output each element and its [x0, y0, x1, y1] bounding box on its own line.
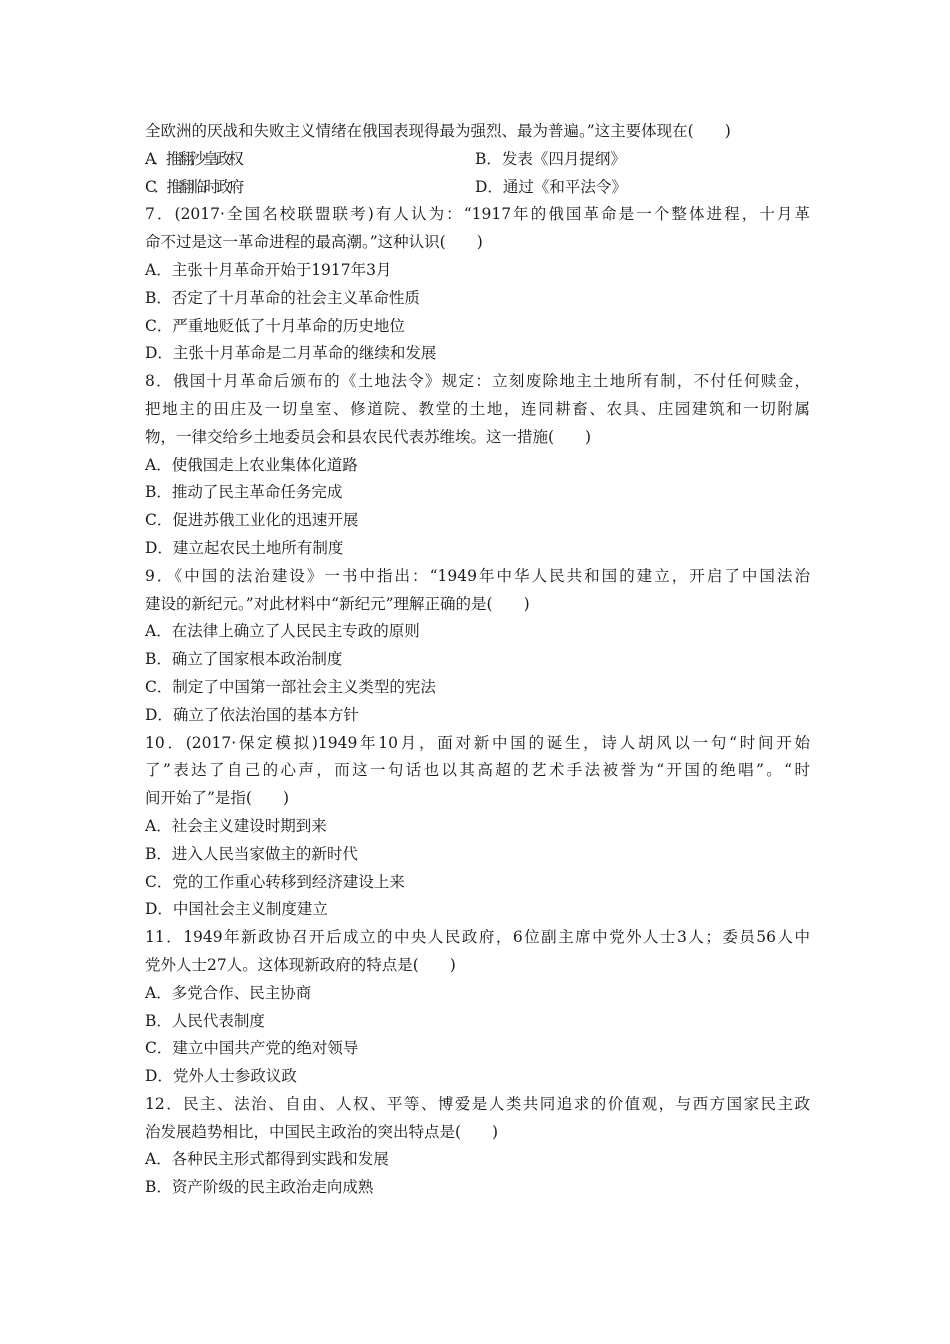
option-d: D．党外人士参政议政 — [145, 1067, 297, 1086]
option-b: B．推动了民主革命任务完成 — [145, 483, 343, 502]
option-b: B．资产阶级的民主政治走向成熟 — [145, 1178, 374, 1197]
option-a: A．使俄国走上农业集体化道路 — [145, 455, 358, 474]
option-d: D．通过《和平法令》 — [475, 177, 627, 196]
option-a: A．各种民主形式都得到实践和发展 — [145, 1150, 389, 1169]
option-b: B．人民代表制度 — [145, 1011, 265, 1030]
question-10 — [145, 730, 810, 925]
question-stem-line: 物，一律交给乡土地委员会和县农民代表苏维埃。这一措施( ) — [145, 427, 592, 446]
question-6 — [145, 118, 810, 201]
option-d: D．确立了依法治国的基本方针 — [145, 705, 359, 724]
question-stem-line: 命不过是这一革命进程的最高潮。”这种认识( ) — [145, 233, 483, 252]
question-stem-line: 12．民主、法治、自由、人权、平等、博爱是人类共同追求的价值观，与西方国家民主政 — [145, 1094, 810, 1113]
question-stem-line: 全欧洲的厌战和失败主义情绪在俄国表现得最为强烈、最为普遍。”这主要体现在( ) — [145, 122, 731, 140]
option-c: C．促进苏俄工业化的迅速开展 — [145, 511, 359, 530]
option-a: A．多党合作、民主协商 — [145, 983, 312, 1002]
option-c: C．制定了中国第一部社会主义类型的宪法 — [145, 677, 436, 696]
question-9 — [145, 563, 810, 730]
question-8 — [145, 368, 810, 563]
question-stem-line: 9．《中国的法治建设》一书中指出：“1949年中华人民共和国的建立，开启了中国法治 — [145, 566, 810, 585]
option-c: C．推翻临时政府 — [145, 177, 242, 196]
question-stem-line: 11．1949年新政协召开后成立的中央人民政府，6位副主席中党外人士3人；委员56人中 — [145, 928, 810, 947]
option-a: A．主张十月革命开始于1917年3月 — [145, 260, 392, 279]
question-stem-line: 10．(2017·保定模拟)1949年10月，面对新中国的诞生，诗人胡风以一句“时间开始 — [145, 733, 810, 752]
question-stem-line: 建设的新纪元。”对此材料中“新纪元”理解正确的是( ) — [145, 594, 530, 613]
question-stem-line: 把地主的田庄及一切皇室、修道院、教堂的土地，连同耕畜、农具、庄园建筑和一切附属 — [145, 399, 810, 418]
option-row — [145, 174, 810, 202]
question-stem-line: 治发展趋势相比，中国民主政治的突出特点是( ) — [145, 1122, 499, 1141]
question-stem-line: 了”表达了自己的心声，而这一句话也以其高超的艺术手法被誉为“开国的绝唱”。“时 — [145, 761, 810, 780]
option-d: D．建立起农民土地所有制度 — [145, 538, 344, 557]
question-12 — [145, 1091, 810, 1202]
question-stem-line: 间开始了”是指( ) — [145, 789, 290, 808]
question-stem-line: 8．俄国十月革命后颁布的《土地法令》规定：立刻废除地主土地所有制，不付任何赎金， — [145, 372, 810, 391]
question-11 — [145, 924, 810, 1091]
option-d: D．主张十月革命是二月革命的继续和发展 — [145, 344, 437, 363]
option-c: C．严重地贬低了十月革命的历史地位 — [145, 316, 405, 335]
worksheet-page — [145, 118, 810, 1202]
question-stem-line: 党外人士27人。这体现新政府的特点是( ) — [145, 955, 456, 974]
option-d: D．中国社会主义制度建立 — [145, 900, 328, 919]
option-b: B．确立了国家根本政治制度 — [145, 650, 343, 669]
option-b: B．发表《四月提纲》 — [475, 149, 626, 168]
option-b: B．进入人民当家做主的新时代 — [145, 844, 358, 863]
option-b: B．否定了十月革命的社会主义革命性质 — [145, 288, 420, 307]
question-7 — [145, 201, 810, 368]
option-a: A．推翻沙皇政权 — [145, 149, 241, 168]
option-c: C．党的工作重心转移到经济建设上来 — [145, 872, 405, 891]
question-stem-line: 7．(2017·全国名校联盟联考)有人认为：“1917年的俄国革命是一个整体进程，十月革 — [145, 205, 810, 224]
option-a: A．社会主义建设时期到来 — [145, 816, 327, 835]
option-row — [145, 146, 810, 174]
option-a: A．在法律上确立了人民民主专政的原则 — [145, 622, 420, 641]
option-c: C．建立中国共产党的绝对领导 — [145, 1039, 359, 1058]
